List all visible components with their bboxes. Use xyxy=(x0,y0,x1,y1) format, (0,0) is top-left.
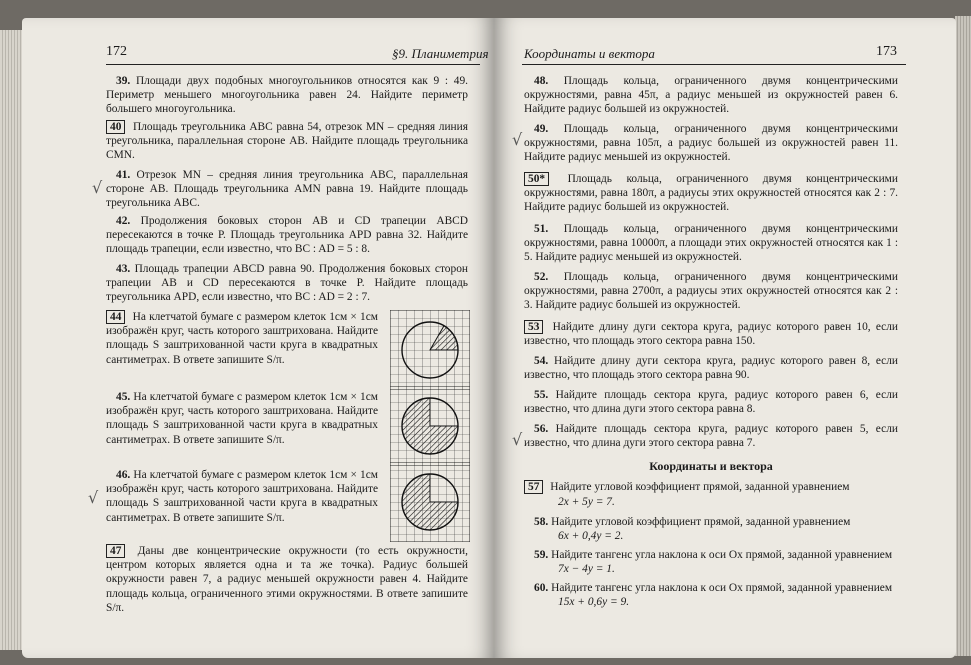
problem xyxy=(106,168,468,211)
problem-text: На клетчатой бумаге с размером клеток 1см × 1см изображён круг, часть которого заштрихована. Найдите площадь S заштрихованной части круга в квадратных сантиметрах. В ответе запишите S/π. xyxy=(106,469,378,524)
page-number: 173 xyxy=(876,44,897,59)
problem-number-boxed: 50* xyxy=(524,172,549,186)
problem xyxy=(524,270,898,313)
page-header: Координаты и вектора xyxy=(524,46,655,61)
page-header: §9. Планиметрия xyxy=(392,46,489,61)
pencil-check-mark: √ xyxy=(92,178,103,197)
page-number: 172 xyxy=(106,44,127,59)
problem xyxy=(524,388,898,416)
problem-text: Даны две концентрические окружности (то есть окружности, центром которых является одна и та же точка). Радиус большей окружности равен 7, а радиус меньшей окружности равен 4. Найдите площадь кольца, ограниченного этими окружностями. В ответе запишите S/π. xyxy=(106,545,468,614)
right-page xyxy=(494,18,956,658)
problem-number: 48. xyxy=(534,75,549,87)
grid-circle-figure xyxy=(390,462,470,542)
problem xyxy=(524,480,898,494)
equation: 6x + 0,4y = 2. xyxy=(558,530,624,542)
problem xyxy=(524,581,898,595)
problem-text: Площадь кольца, ограниченного двумя концентрическими окружностями, равна 2700π, а радиусы этих окружностей относятся как 2 : 3. Найдите радиус большей из окружностей. xyxy=(524,271,898,312)
equation: 15x + 0,6y = 9. xyxy=(558,596,630,608)
problem xyxy=(524,515,898,529)
problem-number-boxed: 53 xyxy=(524,320,543,334)
problem-text: Площадь кольца, ограниченного двумя концентрическими окружностями, равна 45π, а радиус меньшей из окружностей равен 6. Найдите радиус большей из окружностей. xyxy=(524,75,898,116)
problem-number: 60. xyxy=(534,582,549,594)
problem-number: 49. xyxy=(534,123,549,135)
problem-number: 42. xyxy=(116,215,131,227)
problem-number: 51. xyxy=(534,223,549,235)
problem-text: Площадь кольца, ограниченного двумя концентрическими окружностями, равна 10000π, а площади этих окружностей относятся как 1 : 5. Найдите радиус меньшей из окружностей. xyxy=(524,223,898,264)
problem-text: Найдите угловой коэффициент прямой, заданной уравнением xyxy=(551,516,851,528)
problem-number: 45. xyxy=(116,391,131,403)
problem-number-boxed: 57 xyxy=(524,480,543,494)
left-page xyxy=(22,18,494,658)
problem-text: На клетчатой бумаге с размером клеток 1см × 1см изображён круг, часть которого заштрихована. Найдите площадь S заштрихованной части круга в квадратных сантиметрах. В ответе запишите S/π. xyxy=(106,391,378,446)
problem xyxy=(524,172,898,215)
problem xyxy=(106,390,378,447)
problem-text: Площадь треугольника ABC равна 54, отрезок MN – средняя линия треугольника, параллельная стороне AB. Найдите площадь треугольника CMN. xyxy=(106,121,468,162)
section-title: Координаты и вектора xyxy=(649,459,773,473)
problem xyxy=(106,262,468,305)
problem-text: Площадь кольца, ограниченного двумя концентрическими окружностями, равна 180π, а радиусы этих окружностей относятся как 2 : 7. Найдите радиус большей из окружностей. xyxy=(524,173,898,214)
problem xyxy=(106,468,378,525)
problem xyxy=(524,122,898,165)
problem-text: Продолжения боковых сторон AB и CD трапеции ABCD пересекаются в точке P. Площадь треугольника APD равна 32. Найдите площадь трапеции, если известно, что BC : AD = 5 : 8. xyxy=(106,215,468,256)
problem-number: 52. xyxy=(534,271,549,283)
problem-number: 43. xyxy=(116,263,131,275)
problem xyxy=(524,74,898,117)
header-rule xyxy=(106,64,480,65)
page-edges-left xyxy=(0,30,24,650)
pencil-check-mark: √ xyxy=(512,430,523,449)
equation: 2x + 5y = 7. xyxy=(558,496,615,508)
problem xyxy=(106,120,468,163)
problem xyxy=(106,310,378,367)
problem-number: 39. xyxy=(116,75,131,87)
problem-number-boxed: 44 xyxy=(106,310,125,324)
problem-number: 54. xyxy=(534,355,549,367)
grid-circle-figure xyxy=(390,310,470,390)
page-edges-right xyxy=(955,16,971,656)
header-rule xyxy=(522,64,906,65)
problem-text: Найдите угловой коэффициент прямой, заданной уравнением xyxy=(550,481,850,493)
problem-text: Найдите площадь сектора круга, радиус которого равен 5, если известно, что длина дуги этого сектора равна 7. xyxy=(524,423,898,450)
problem-text: Отрезок MN – средняя линия треугольника ABC, параллельная стороне AB. Площадь треугольника AMN равна 19. Найдите площадь треугольника ABC. xyxy=(106,169,469,210)
problem xyxy=(524,222,898,265)
problem-text: Найдите длину дуги сектора круга, радиус которого равен 10, если известно, что площадь этого сектора равна 150. xyxy=(524,321,898,348)
problem-number: 59. xyxy=(534,549,549,561)
problem-number: 55. xyxy=(534,389,549,401)
problem-text: Площади двух подобных многоугольников относятся как 9 : 49. Периметр меньшего многоугольника равен 24. Найдите периметр большего многоугольника. xyxy=(106,75,468,116)
problem xyxy=(524,422,898,450)
problem xyxy=(106,214,468,257)
problem-number-boxed: 47 xyxy=(106,544,125,558)
problem xyxy=(524,320,898,348)
problem-text: Найдите площадь сектора круга, радиус которого равен 6, если известно, что длина дуги этого сектора равна 8. xyxy=(524,389,898,416)
problem-text: На клетчатой бумаге с размером клеток 1см × 1см изображён круг, часть которого заштрихована. Найдите площадь S заштрихованной части круга в квадратных сантиметрах. В ответе запишите S/π. xyxy=(106,311,378,366)
problem-number: 46. xyxy=(116,469,131,481)
problem xyxy=(524,548,898,562)
problem-text: Площадь кольца, ограниченного двумя концентрическими окружностями, равна 105π, а радиус большей из окружностей равен 11. Найдите радиус меньшей из окружностей. xyxy=(524,123,898,164)
problem-number: 56. xyxy=(534,423,549,435)
problem xyxy=(106,544,468,615)
problem-text: Площадь трапеции ABCD равна 90. Продолжения боковых сторон трапеции AB и CD пересекаются в точке P. Найдите площадь треугольника APD, если известно, что BC : AD = 2 : 7. xyxy=(106,263,468,304)
pencil-check-mark: √ xyxy=(88,488,99,507)
grid-circle-figure xyxy=(390,386,470,466)
problem-text: Найдите тангенс угла наклона к оси Ox прямой, заданной уравнением xyxy=(551,549,893,561)
problem-number-boxed: 40 xyxy=(106,120,125,134)
problem-text: Найдите тангенс угла наклона к оси Ox прямой, заданной уравнением xyxy=(551,582,893,594)
problem xyxy=(524,354,898,382)
problem-number: 58. xyxy=(534,516,549,528)
pencil-check-mark: √ xyxy=(512,130,523,149)
problem xyxy=(106,74,468,117)
problem-number: 41. xyxy=(116,169,131,181)
problem-text: Найдите длину дуги сектора круга, радиус которого равен 8, если известно, что площадь этого сектора равна 90. xyxy=(524,355,898,382)
equation: 7x − 4y = 1. xyxy=(558,563,615,575)
